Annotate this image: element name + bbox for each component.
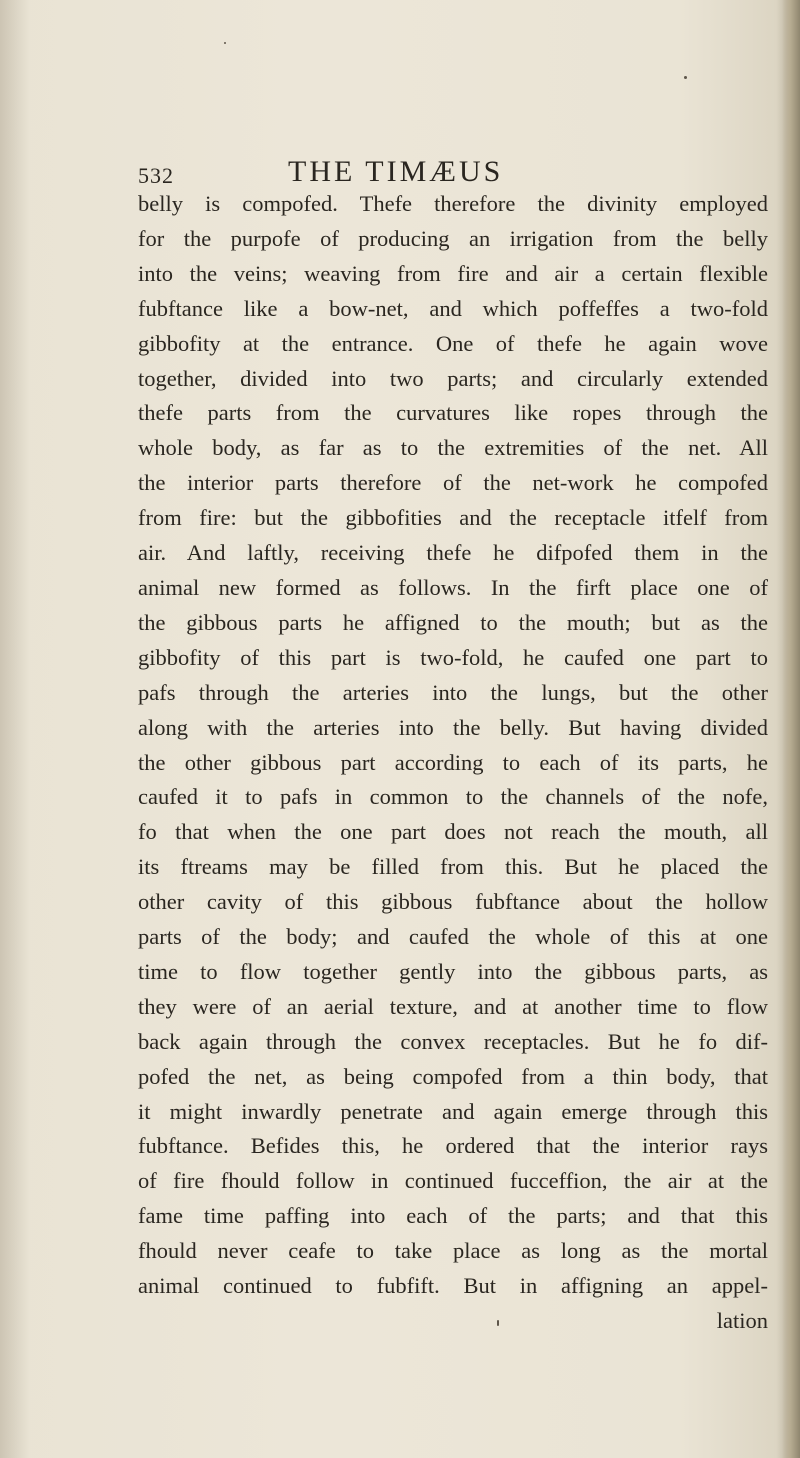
text-line: they were of an aerial texture, and at another time to flow [138, 993, 768, 1019]
body-text [138, 187, 768, 1339]
text-line: air. And laftly, receiving thefe he difpofed them in the [138, 540, 768, 566]
text-line: gibbofity of this part is two-fold, he caufed one part to [138, 644, 768, 670]
paper-speck [224, 42, 226, 44]
text-line: other cavity of this gibbous fubftance about the hollow [138, 889, 768, 915]
text-line: belly is compofed. Thefe therefore the divinity employed [138, 191, 768, 216]
text-line: gibbofity at the entrance. One of thefe he again wove [138, 330, 768, 356]
gutter-shadow [0, 0, 30, 1458]
paper-speck [684, 76, 687, 79]
text-line: it might inwardly penetrate and again emerge through this [138, 1098, 768, 1124]
text-line: back again through the convex receptacles. But he fo dif- [138, 1028, 768, 1054]
paper-speck [497, 1320, 499, 1326]
text-line: thefe parts from the curvatures like ropes through the [138, 400, 768, 426]
page-number: 532 [138, 163, 174, 188]
text-line: along with the arteries into the belly. But having divided [138, 714, 768, 740]
text-line: time to flow together gently into the gibbous parts, as [138, 958, 768, 984]
text-line: animal continued to fubfift. But in affigning an appel- [138, 1273, 768, 1299]
text-line: caufed it to pafs in common to the channels of the nofe, [138, 784, 768, 810]
text-line: its ftreams may be filled from this. But he placed the [138, 854, 768, 880]
running-head: THE TIMÆUS [288, 155, 504, 188]
page-header [138, 145, 738, 188]
text-line: animal new formed as follows. In the firft place one of [138, 574, 768, 600]
text-line: from fire: but the gibbofities and the receptacle itfelf from [138, 505, 768, 531]
text-line: together, divided into two parts; and circularly extended [138, 365, 768, 391]
text-line: fhould never ceafe to take place as long as the mortal [138, 1238, 768, 1264]
text-line: pafs through the arteries into the lungs, but the other [138, 679, 768, 705]
text-line: the interior parts therefore of the net-work he compofed [138, 470, 768, 496]
text-line: pofed the net, as being compofed from a thin body, that [138, 1063, 768, 1089]
text-line: whole body, as far as to the extremities of the net. All [138, 435, 768, 461]
page-edge [782, 0, 800, 1458]
text-line: parts of the body; and caufed the whole of this at one [138, 924, 768, 950]
catchword: lation [716, 1308, 768, 1333]
text-line: the gibbous parts he affigned to the mouth; but as the [138, 609, 768, 635]
text-line: fame time paffing into each of the parts; and that this [138, 1203, 768, 1229]
text-line: for the purpofe of producing an irrigation from the belly [138, 225, 768, 251]
text-line: fubftance. Befides this, he ordered that the interior rays [138, 1133, 768, 1159]
text-line: into the veins; weaving from fire and air a certain flexible [138, 260, 768, 286]
text-line: the other gibbous part according to each of its parts, he [138, 749, 768, 775]
text-line: fo that when the one part does not reach the mouth, all [138, 819, 768, 845]
text-line: of fire fhould follow in continued fucceffion, the air at the [138, 1168, 768, 1194]
text-line: fubftance like a bow-net, and which poffeffes a two-fold [138, 295, 768, 321]
